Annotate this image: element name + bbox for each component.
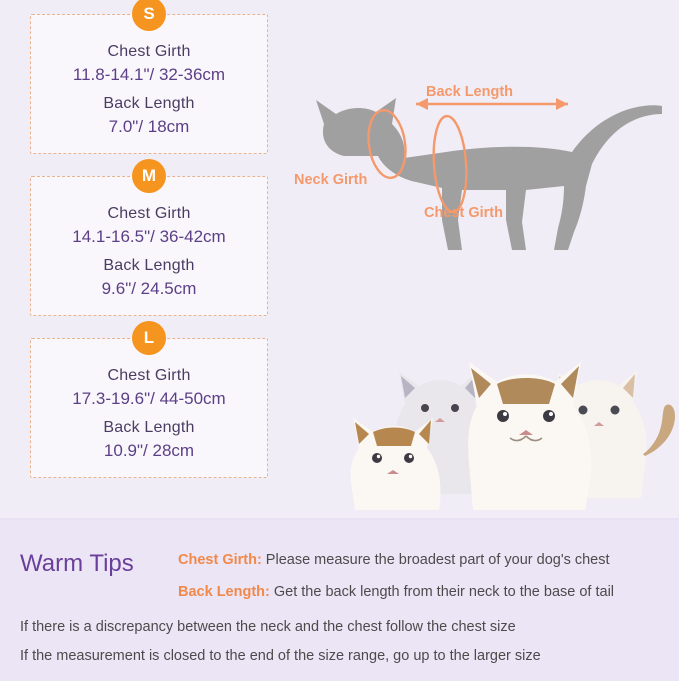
chest-girth-dimension-label: Chest Girth xyxy=(424,205,503,221)
back-length-dimension-label: Back Length xyxy=(426,84,514,100)
tip-chest-girth-text: Please measure the broadest part of your dog's chest xyxy=(261,552,610,568)
kittens-photo xyxy=(327,332,679,518)
cat-front-tabby-kitten xyxy=(350,418,440,510)
neck-girth-dimension-label: Neck Girth xyxy=(294,172,368,188)
size-card-body-l xyxy=(30,338,268,478)
tip-back-length-text: Get the back length from their neck to the base of tail xyxy=(269,584,615,600)
tip-note-2: If the measurement is closed to the end of the size range, go up to the larger size xyxy=(20,648,541,664)
back-length-label-m: Back Length xyxy=(103,257,195,274)
back-length-value-s: 7.0"/ 18cm xyxy=(108,117,190,136)
size-card-m xyxy=(30,166,268,316)
back-length-value-l: 10.9"/ 28cm xyxy=(103,441,195,460)
size-badge-s: S xyxy=(132,0,166,31)
tip-chest-girth xyxy=(178,552,610,568)
size-cards xyxy=(30,4,268,500)
chest-girth-label-s: Chest Girth xyxy=(107,43,191,60)
tip-back-length xyxy=(178,584,614,600)
size-card-s xyxy=(30,4,268,154)
warm-tips-title: Warm Tips xyxy=(20,550,134,577)
tip-note-1: If there is a discrepancy between the neck and the chest follow the chest size xyxy=(20,619,516,635)
chest-girth-label-m: Chest Girth xyxy=(107,205,191,222)
chest-girth-label-l: Chest Girth xyxy=(107,367,191,384)
warm-tips-section xyxy=(0,518,679,681)
back-length-value-m: 9.6"/ 24.5cm xyxy=(101,279,197,298)
size-badge-l: L xyxy=(132,321,166,355)
back-length-label-s: Back Length xyxy=(103,95,195,112)
chest-girth-value-s: 11.8-14.1"/ 32-36cm xyxy=(72,65,226,84)
chest-girth-value-l: 17.3-19.6"/ 44-50cm xyxy=(72,389,226,408)
size-badge-m: M xyxy=(132,159,166,193)
size-card-l xyxy=(30,328,268,478)
back-length-label-l: Back Length xyxy=(103,419,195,436)
chest-girth-value-m: 14.1-16.5"/ 36-42cm xyxy=(72,227,226,246)
size-card-body-m xyxy=(30,176,268,316)
cat-measurement-diagram xyxy=(286,60,666,270)
tip-back-length-key: Back Length: xyxy=(178,584,270,600)
tip-chest-girth-key: Chest Girth: xyxy=(178,552,262,568)
kittens-illustration xyxy=(327,332,679,518)
cat-center-tabby xyxy=(468,362,591,510)
size-card-body-s xyxy=(30,14,268,154)
